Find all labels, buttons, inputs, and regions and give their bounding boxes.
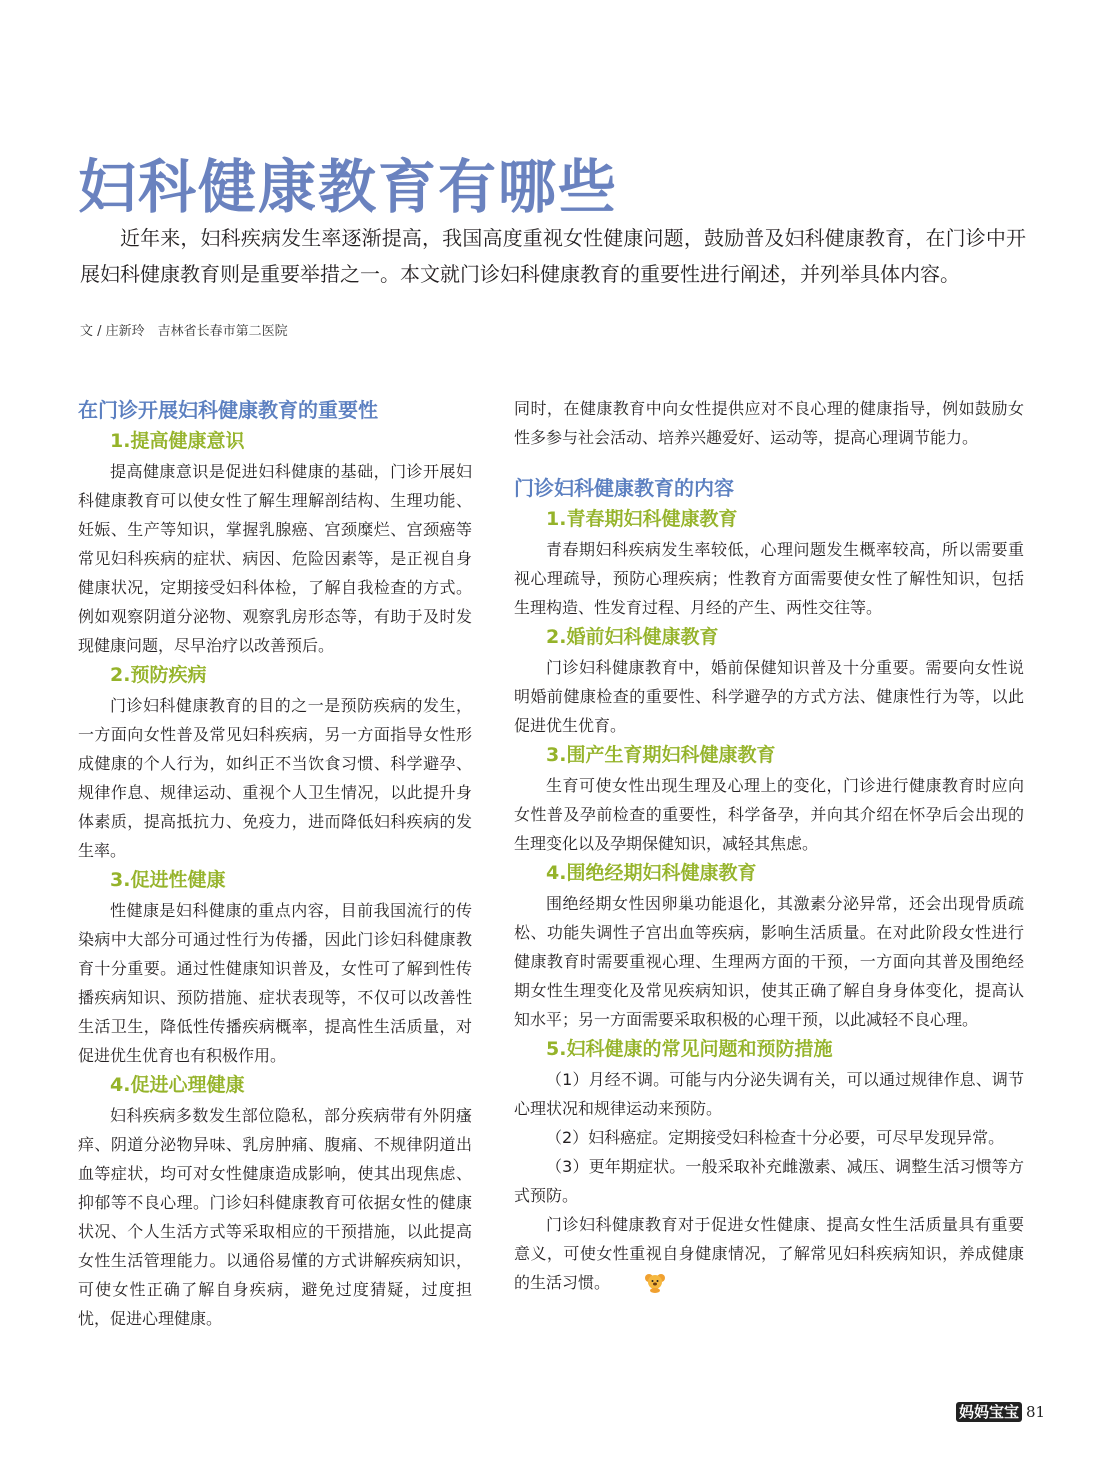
author-byline: 文 / 庄新玲 吉林省长春市第二医院 xyxy=(80,324,288,339)
subheading-adolescence: 1.青春期妇科健康教育 xyxy=(546,508,738,530)
paragraph-closing xyxy=(514,1210,1024,1297)
paragraph-health-awareness: 提高健康意识是促进妇科健康的基础，门诊开展妇科健康教育可以使女性了解生理解剖结构、生理功能、妊娠、生产等知识，掌握乳腺癌、宫颈糜烂、宫颈癌等常见妇科疾病的症状、病因、危险因素等，是正视自身健康状况，定期接受妇科体检，了解自我检查的方式。例如观察阴道分泌物、观察乳房形态等，有助于及时发现健康问题，尽早治疗以改善预后。 xyxy=(78,462,472,655)
paragraph-menopause: 围绝经期女性因卵巢功能退化，其激素分泌异常，还会出现骨质疏松、功能失调性子宫出血等疾病，影响生活质量。在对此阶段女性进行健康教育时需要重视心理、生理两方面的干预，一方面向其普及围绝经期女性生理变化及常见疾病知识，使其正确了解自身身体变化，提高认知水平；另一方面需要采取积极的心理干预，以此减轻不良心理。 xyxy=(514,894,1024,1029)
list-item-irregular-menstruation: （1）月经不调。可能与内分泌失调有关，可以通过规律作息、调节心理状况和规律运动来预防。 xyxy=(514,1070,1024,1118)
paragraph-continued: 同时，在健康教育中向女性提供应对不良心理的健康指导，例如鼓励女性多参与社会活动、培养兴趣爱好、运动等，提高心理调节能力。 xyxy=(514,399,1024,447)
section-heading-content: 门诊妇科健康教育的内容 xyxy=(514,476,734,500)
paragraph-disease-prevention: 门诊妇科健康教育的目的之一是预防疾病的发生，一方面向女性普及常见妇科疾病，另一方面指导女性形成健康的个人行为，如纠正不当饮食习惯、科学避孕、规律作息、规律运动、重视个人卫生情况，以此提升身体素质，提高抵抗力、免疫力，进而降低妇科疾病的发生率。 xyxy=(78,696,472,860)
subheading-premarital: 2.婚前妇科健康教育 xyxy=(546,626,719,648)
list-item-gynecologic-cancer: （2）妇科癌症。定期接受妇科检查十分必要，可尽早发现异常。 xyxy=(546,1128,1005,1147)
left-column xyxy=(78,394,472,1333)
page-number: 81 xyxy=(1026,1403,1046,1421)
paragraph-premarital: 门诊妇科健康教育中，婚前保健知识普及十分重要。需要向女性说明婚前健康检查的重要性、科学避孕的方式方法、健康性行为等，以此促进优生优育。 xyxy=(514,658,1024,735)
intro-paragraph: 近年来，妇科疾病发生率逐渐提高，我国高度重视女性健康问题，鼓励普及妇科健康教育，在门诊中开展妇科健康教育则是重要举措之一。本文就门诊妇科健康教育的重要性进行阐述，并列举具体内容。 xyxy=(80,226,1026,286)
subheading-disease-prevention: 2.预防疾病 xyxy=(110,664,207,686)
subheading-health-awareness: 1.提高健康意识 xyxy=(110,430,245,452)
section-gap xyxy=(514,452,1024,472)
article-intro xyxy=(80,220,1026,292)
section-heading-importance: 在门诊开展妇科健康教育的重要性 xyxy=(78,398,378,422)
paragraph-mental-health: 妇科疾病多数发生部位隐私，部分疾病带有外阴瘙痒、阴道分泌物异味、乳房肿痛、腹痛、不规律阴道出血等症状，均可对女性健康造成影响，使其出现焦虑、抑郁等不良心理。门诊妇科健康教育可依据女性的健康状况、个人生活方式等采取相应的干预措施，以此提高女性生活管理能力。以通俗易懂的方式讲解疾病知识，可使女性正确了解自身疾病，避免过度猜疑，过度担忧，促进心理健康。 xyxy=(78,1106,472,1328)
subheading-menopause: 4.围绝经期妇科健康教育 xyxy=(546,862,757,884)
koala-mascot-icon xyxy=(612,1271,634,1293)
subheading-perinatal: 3.围产生育期妇科健康教育 xyxy=(546,744,776,766)
subheading-common-problems: 5.妇科健康的常见问题和预防措施 xyxy=(546,1038,833,1060)
right-column xyxy=(514,394,1024,1297)
paragraph-adolescence: 青春期妇科疾病发生率较低，心理问题发生概率较高，所以需要重视心理疏导，预防心理疾病；性教育方面需要使女性了解性知识，包括生理构造、性发育过程、月经的产生、两性交往等。 xyxy=(514,540,1024,617)
subheading-mental-health: 4.促进心理健康 xyxy=(110,1074,245,1096)
article-title: 妇科健康教育有哪些 xyxy=(78,153,619,221)
paragraph-perinatal: 生育可使女性出现生理及心理上的变化，门诊进行健康教育时应向女性普及孕前检查的重要性，科学备孕，并向其介绍在怀孕后会出现的生理变化以及孕期保健知识，减轻其焦虑。 xyxy=(514,776,1024,853)
magazine-logo: 妈妈宝宝 xyxy=(956,1402,1022,1422)
paragraph-sexual-health: 性健康是妇科健康的重点内容，目前我国流行的传染病中大部分可通过性行为传播，因此门诊妇科健康教育十分重要。通过性健康知识普及，女性可了解到性传播疾病知识、预防措施、症状表现等，不仅可以改善性生活卫生，降低性传播疾病概率，提高性生活质量，对促进优生优育也有积极作用。 xyxy=(78,901,472,1065)
subheading-sexual-health: 3.促进性健康 xyxy=(110,869,226,891)
list-item-menopause-symptoms: （3）更年期症状。一般采取补充雌激素、减压、调整生活习惯等方式预防。 xyxy=(514,1157,1024,1205)
page-footer xyxy=(956,1402,1045,1422)
closing-text: 门诊妇科健康教育对于促进女性健康、提高女性生活质量具有重要意义，可使女性重视自身健康情况，了解常见妇科疾病知识，养成健康的生活习惯。 xyxy=(514,1215,1024,1292)
